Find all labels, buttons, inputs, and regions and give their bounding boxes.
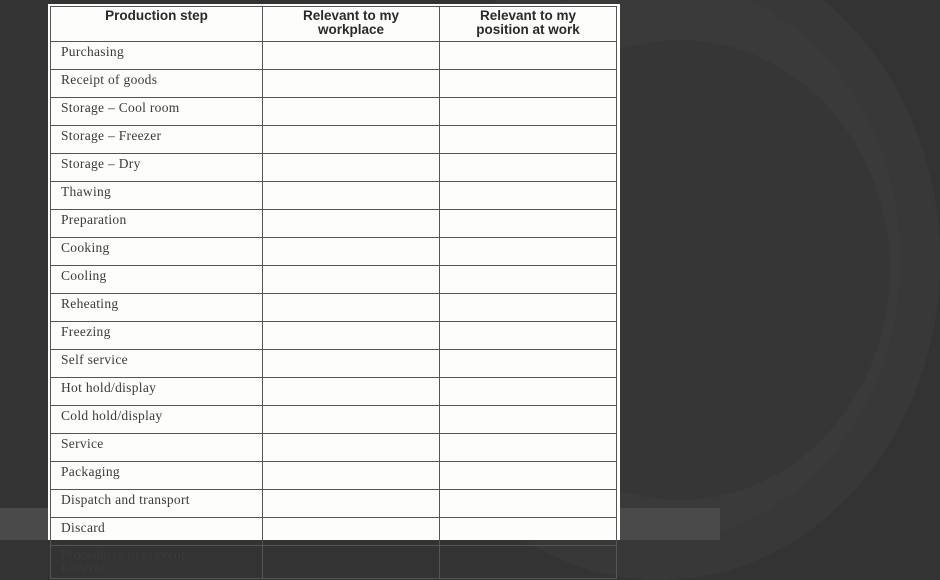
production-step-cell: Hot hold/display	[51, 378, 263, 406]
table-row	[51, 42, 617, 70]
position-cell	[440, 490, 617, 518]
workplace-cell	[263, 42, 440, 70]
position-cell	[440, 266, 617, 294]
header-workplace-line1: Relevant to my	[302, 8, 400, 23]
production-steps-table	[50, 6, 617, 579]
production-step-cell: Storage – Freezer	[51, 126, 263, 154]
table-row	[51, 126, 617, 154]
position-cell	[440, 518, 617, 546]
workplace-cell	[263, 98, 440, 126]
production-step-cell: Dispatch and transport	[51, 490, 263, 518]
position-cell	[440, 322, 617, 350]
workplace-cell	[263, 518, 440, 546]
production-step-cell: Freezing	[51, 322, 263, 350]
position-cell	[440, 210, 617, 238]
position-cell	[440, 350, 617, 378]
position-cell	[440, 406, 617, 434]
table-header-row	[51, 7, 617, 42]
workplace-cell	[263, 210, 440, 238]
table-row	[51, 406, 617, 434]
table-row	[51, 490, 617, 518]
production-step-cell: Cooling	[51, 266, 263, 294]
position-cell	[440, 238, 617, 266]
production-step-cell: Storage – Cool room	[51, 98, 263, 126]
production-step-cell: Cold hold/display	[51, 406, 263, 434]
production-step-cell: Storage – Dry	[51, 154, 263, 182]
table-row	[51, 378, 617, 406]
workplace-cell	[263, 462, 440, 490]
workplace-cell	[263, 294, 440, 322]
workplace-cell	[263, 546, 440, 579]
production-step-cell: Reheating	[51, 294, 263, 322]
table-row	[51, 238, 617, 266]
table-row	[51, 70, 617, 98]
workplace-cell	[263, 378, 440, 406]
table-row	[51, 182, 617, 210]
workplace-cell	[263, 238, 440, 266]
production-step-cell: Self service	[51, 350, 263, 378]
header-position-line2: position at work	[476, 22, 580, 37]
listeria-line2: Listeria	[61, 560, 106, 575]
workplace-cell	[263, 406, 440, 434]
production-step-cell: Receipt of goods	[51, 70, 263, 98]
header-position-line1: Relevant to my	[479, 8, 577, 23]
production-step-cell: Purchasing	[51, 42, 263, 70]
table-row	[51, 434, 617, 462]
workplace-cell	[263, 126, 440, 154]
document-page	[48, 4, 620, 575]
position-cell	[440, 182, 617, 210]
workplace-cell	[263, 490, 440, 518]
table-row	[51, 462, 617, 490]
production-step-cell: Discard	[51, 518, 263, 546]
workplace-cell	[263, 434, 440, 462]
position-cell	[440, 462, 617, 490]
table-row	[51, 154, 617, 182]
table-row	[51, 294, 617, 322]
production-step-cell: Thawing	[51, 182, 263, 210]
workplace-cell	[263, 154, 440, 182]
position-cell	[440, 98, 617, 126]
workplace-cell	[263, 70, 440, 98]
position-cell	[440, 126, 617, 154]
header-production-step-label: Production step	[105, 8, 208, 23]
position-cell	[440, 378, 617, 406]
production-step-cell: Service	[51, 434, 263, 462]
table-row-listeria	[51, 546, 617, 579]
production-step-cell: Packaging	[51, 462, 263, 490]
table-row	[51, 322, 617, 350]
production-step-cell: Preparation	[51, 210, 263, 238]
workplace-cell	[263, 350, 440, 378]
position-cell	[440, 154, 617, 182]
table-row	[51, 98, 617, 126]
header-relevant-workplace	[263, 7, 440, 42]
position-cell	[440, 70, 617, 98]
table-row	[51, 266, 617, 294]
workplace-cell	[263, 266, 440, 294]
table-row	[51, 518, 617, 546]
position-cell	[440, 42, 617, 70]
production-step-cell	[51, 546, 263, 579]
workplace-cell	[263, 322, 440, 350]
header-production-step	[51, 7, 263, 42]
workplace-cell	[263, 182, 440, 210]
table-row	[51, 210, 617, 238]
header-workplace-line2: workplace	[317, 22, 385, 37]
production-step-cell: Cooking	[51, 238, 263, 266]
position-cell	[440, 434, 617, 462]
table-row	[51, 350, 617, 378]
position-cell	[440, 546, 617, 579]
position-cell	[440, 294, 617, 322]
header-relevant-position	[440, 7, 617, 42]
listeria-line1: Procedures to prevent	[61, 547, 186, 562]
